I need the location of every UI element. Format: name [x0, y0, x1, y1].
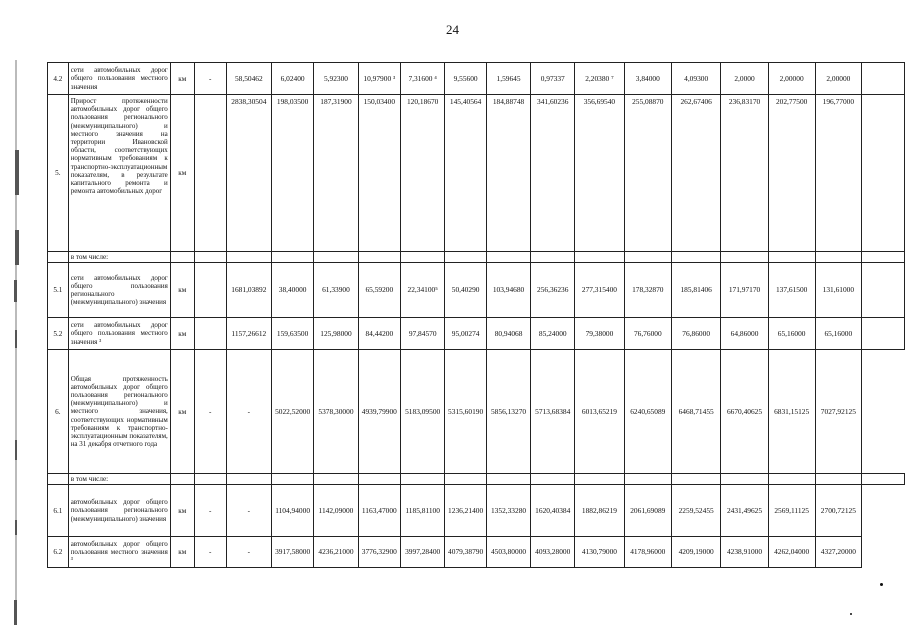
- value-cell: 277,315400: [575, 263, 624, 318]
- value-cell: 1104,94000: [271, 485, 314, 537]
- row-number: 5.2: [48, 318, 69, 350]
- scan-edge-artifact: [0, 0, 22, 640]
- value-cell: 65,16000: [768, 318, 815, 350]
- value-cell: 97,84570: [401, 318, 445, 350]
- value-cell: 3776,32900: [358, 537, 401, 568]
- value-cell: 4209,19000: [672, 537, 721, 568]
- value-cell: 171,97170: [721, 263, 769, 318]
- table-row: [48, 252, 905, 263]
- row-name: Прирост протяженности автомобильных дорог общего пользования регионального (межмуниципального) и местного значения на территории Ивановской области, соответствующих нормативным требованиям к транспортно-эксплуатационным показателям, в результате капитального ремонта и ремонта автомобильных дорог: [68, 95, 170, 252]
- value-cell: 262,67406: [672, 95, 721, 252]
- value-cell: 3917,58000: [271, 537, 314, 568]
- value-cell: 2700,72125: [815, 485, 862, 537]
- value-cell: 255,08870: [624, 95, 672, 252]
- row-number: 6.2: [48, 537, 69, 568]
- value-cell: 4,09300: [672, 63, 721, 95]
- base-cell-2: -: [226, 350, 271, 474]
- base-cell: [194, 318, 226, 350]
- unit-cell: км: [170, 95, 194, 252]
- value-cell: 150,03400: [358, 95, 401, 252]
- value-cell: 256,36236: [531, 263, 575, 318]
- value-cell: 64,86000: [721, 318, 769, 350]
- unit-cell: км: [170, 537, 194, 568]
- value-cell: 4079,38790: [445, 537, 487, 568]
- value-cell: 4178,96000: [624, 537, 672, 568]
- value-cell: 9,55600: [445, 63, 487, 95]
- value-cell: 85,24000: [531, 318, 575, 350]
- value-cell: 196,77000: [815, 95, 862, 252]
- unit-cell: км: [170, 350, 194, 474]
- value-cell: 1185,81100: [401, 485, 445, 537]
- subheading: в том числе:: [68, 252, 170, 263]
- value-cell: 145,40564: [445, 95, 487, 252]
- value-cell: 1,59645: [486, 63, 530, 95]
- value-cell: 76,86000: [672, 318, 721, 350]
- value-cell: 3997,28400: [401, 537, 445, 568]
- value-cell: 65,59200: [358, 263, 401, 318]
- table-row: [48, 474, 905, 485]
- unit-cell: км: [170, 485, 194, 537]
- value-cell: 6670,40625: [721, 350, 769, 474]
- row-number: 4.2: [48, 63, 69, 95]
- value-cell: 187,31900: [314, 95, 358, 252]
- value-cell: 5378,30000: [314, 350, 358, 474]
- base-cell-2: -: [226, 537, 271, 568]
- value-cell: 7027,92125: [815, 350, 862, 474]
- value-cell: 2,20380 ⁷: [575, 63, 624, 95]
- value-cell: 159,63500: [271, 318, 314, 350]
- value-cell: 125,98000: [314, 318, 358, 350]
- value-cell: 6240,65089: [624, 350, 672, 474]
- value-cell: 7,31600 ⁴: [401, 63, 445, 95]
- value-cell: 50,40290: [445, 263, 487, 318]
- value-cell: 1163,47000: [358, 485, 401, 537]
- value-cell: 2,00000: [768, 63, 815, 95]
- table-row: [48, 318, 905, 350]
- value-cell: 2569,11125: [768, 485, 815, 537]
- value-cell: 80,94068: [486, 318, 530, 350]
- value-cell: 4327,20000: [815, 537, 862, 568]
- row-name: сети автомобильных дорог общего пользования регионального (межмуниципального) значения: [68, 263, 170, 318]
- value-cell: 2,00000: [815, 63, 862, 95]
- row-name: сети автомобильных дорог общего пользования местного значения ³: [68, 318, 170, 350]
- value-cell: 5022,52000: [271, 350, 314, 474]
- value-cell: 137,61500: [768, 263, 815, 318]
- table-row: [48, 95, 905, 252]
- value-cell: 2,0000: [721, 63, 769, 95]
- value-cell: 4503,80000: [486, 537, 530, 568]
- value-cell: 5183,09500: [401, 350, 445, 474]
- value-cell: 103,94680: [486, 263, 530, 318]
- base-cell: -: [194, 485, 226, 537]
- base-cell: -: [194, 537, 226, 568]
- value-cell: 38,40000: [271, 263, 314, 318]
- base-cell: -: [194, 350, 226, 474]
- unit-cell: км: [170, 263, 194, 318]
- table-row: [48, 485, 905, 537]
- value-cell: 22,34100⁵: [401, 263, 445, 318]
- value-cell: 184,88748: [486, 95, 530, 252]
- row-name: Общая протяженность автомобильных дорог общего пользования регионального (межмуниципального) и местного значения, соответствующих нормативным требованиям к транспортно-эксплуатационным показателям, на 31 декабря отчетного года: [68, 350, 170, 474]
- value-cell: 6,02400: [271, 63, 314, 95]
- base-cell: -: [194, 63, 226, 95]
- value-cell: 1882,86219: [575, 485, 624, 537]
- value-cell: 58,50462: [226, 63, 271, 95]
- value-cell: 6831,15125: [768, 350, 815, 474]
- value-cell: 4093,28000: [531, 537, 575, 568]
- value-cell: 79,38000: [575, 318, 624, 350]
- value-cell: 4262,04000: [768, 537, 815, 568]
- scan-speck: [880, 583, 883, 586]
- value-cell: 1681,03892: [226, 263, 271, 318]
- table-row: [48, 350, 905, 474]
- value-cell: 1620,40384: [531, 485, 575, 537]
- subheading: в том числе:: [68, 474, 170, 485]
- page-number: 24: [446, 22, 459, 37]
- value-cell: 4939,79900: [358, 350, 401, 474]
- base-cell-2: -: [226, 485, 271, 537]
- value-cell: 3,84000: [624, 63, 672, 95]
- value-cell: 1236,21400: [445, 485, 487, 537]
- value-cell: 341,60236: [531, 95, 575, 252]
- row-number: 6.: [48, 350, 69, 474]
- value-cell: 236,83170: [721, 95, 769, 252]
- row-name: сети автомобильных дорог общего пользования местного значения: [68, 63, 170, 95]
- value-cell: 6468,71455: [672, 350, 721, 474]
- value-cell: 95,00274: [445, 318, 487, 350]
- value-cell: 198,03500: [271, 95, 314, 252]
- value-cell: 2259,52455: [672, 485, 721, 537]
- value-cell: 6013,65219: [575, 350, 624, 474]
- value-cell: 4236,21000: [314, 537, 358, 568]
- value-cell: 2838,30504: [226, 95, 271, 252]
- value-cell: 356,69540: [575, 95, 624, 252]
- unit-cell: км: [170, 318, 194, 350]
- value-cell: 185,81406: [672, 263, 721, 318]
- value-cell: 84,44200: [358, 318, 401, 350]
- value-cell: 131,61000: [815, 263, 862, 318]
- data-table: [47, 62, 905, 568]
- base-cell: [194, 95, 226, 252]
- value-cell: 1142,09000: [314, 485, 358, 537]
- value-cell: 1157,26612: [226, 318, 271, 350]
- value-cell: 178,32870: [624, 263, 672, 318]
- row-name: автомобильных дорог общего пользования регионального (межмуниципального) значения: [68, 485, 170, 537]
- value-cell: 2061,69089: [624, 485, 672, 537]
- value-cell: 202,77500: [768, 95, 815, 252]
- value-cell: 5,92300: [314, 63, 358, 95]
- row-number: 5.: [48, 95, 69, 252]
- row-number: 5.1: [48, 263, 69, 318]
- unit-cell: км: [170, 63, 194, 95]
- value-cell: 2431,49625: [721, 485, 769, 537]
- value-cell: 120,18670: [401, 95, 445, 252]
- value-cell: 61,33900: [314, 263, 358, 318]
- value-cell: 10,97900 ³: [358, 63, 401, 95]
- row-number: 6.1: [48, 485, 69, 537]
- value-cell: 65,16000: [815, 318, 862, 350]
- value-cell: 5315,60190: [445, 350, 487, 474]
- base-cell: [194, 263, 226, 318]
- row-name: автомобильных дорог общего пользования местного значения ³: [68, 537, 170, 568]
- value-cell: 4238,91000: [721, 537, 769, 568]
- value-cell: 5856,13270: [486, 350, 530, 474]
- value-cell: 1352,33280: [486, 485, 530, 537]
- value-cell: 5713,68384: [531, 350, 575, 474]
- value-cell: 4130,79000: [575, 537, 624, 568]
- table-row: [48, 263, 905, 318]
- value-cell: 76,76000: [624, 318, 672, 350]
- scan-speck: [850, 613, 852, 615]
- table-row: [48, 63, 905, 95]
- value-cell: 0,97337: [531, 63, 575, 95]
- table-row: [48, 537, 905, 568]
